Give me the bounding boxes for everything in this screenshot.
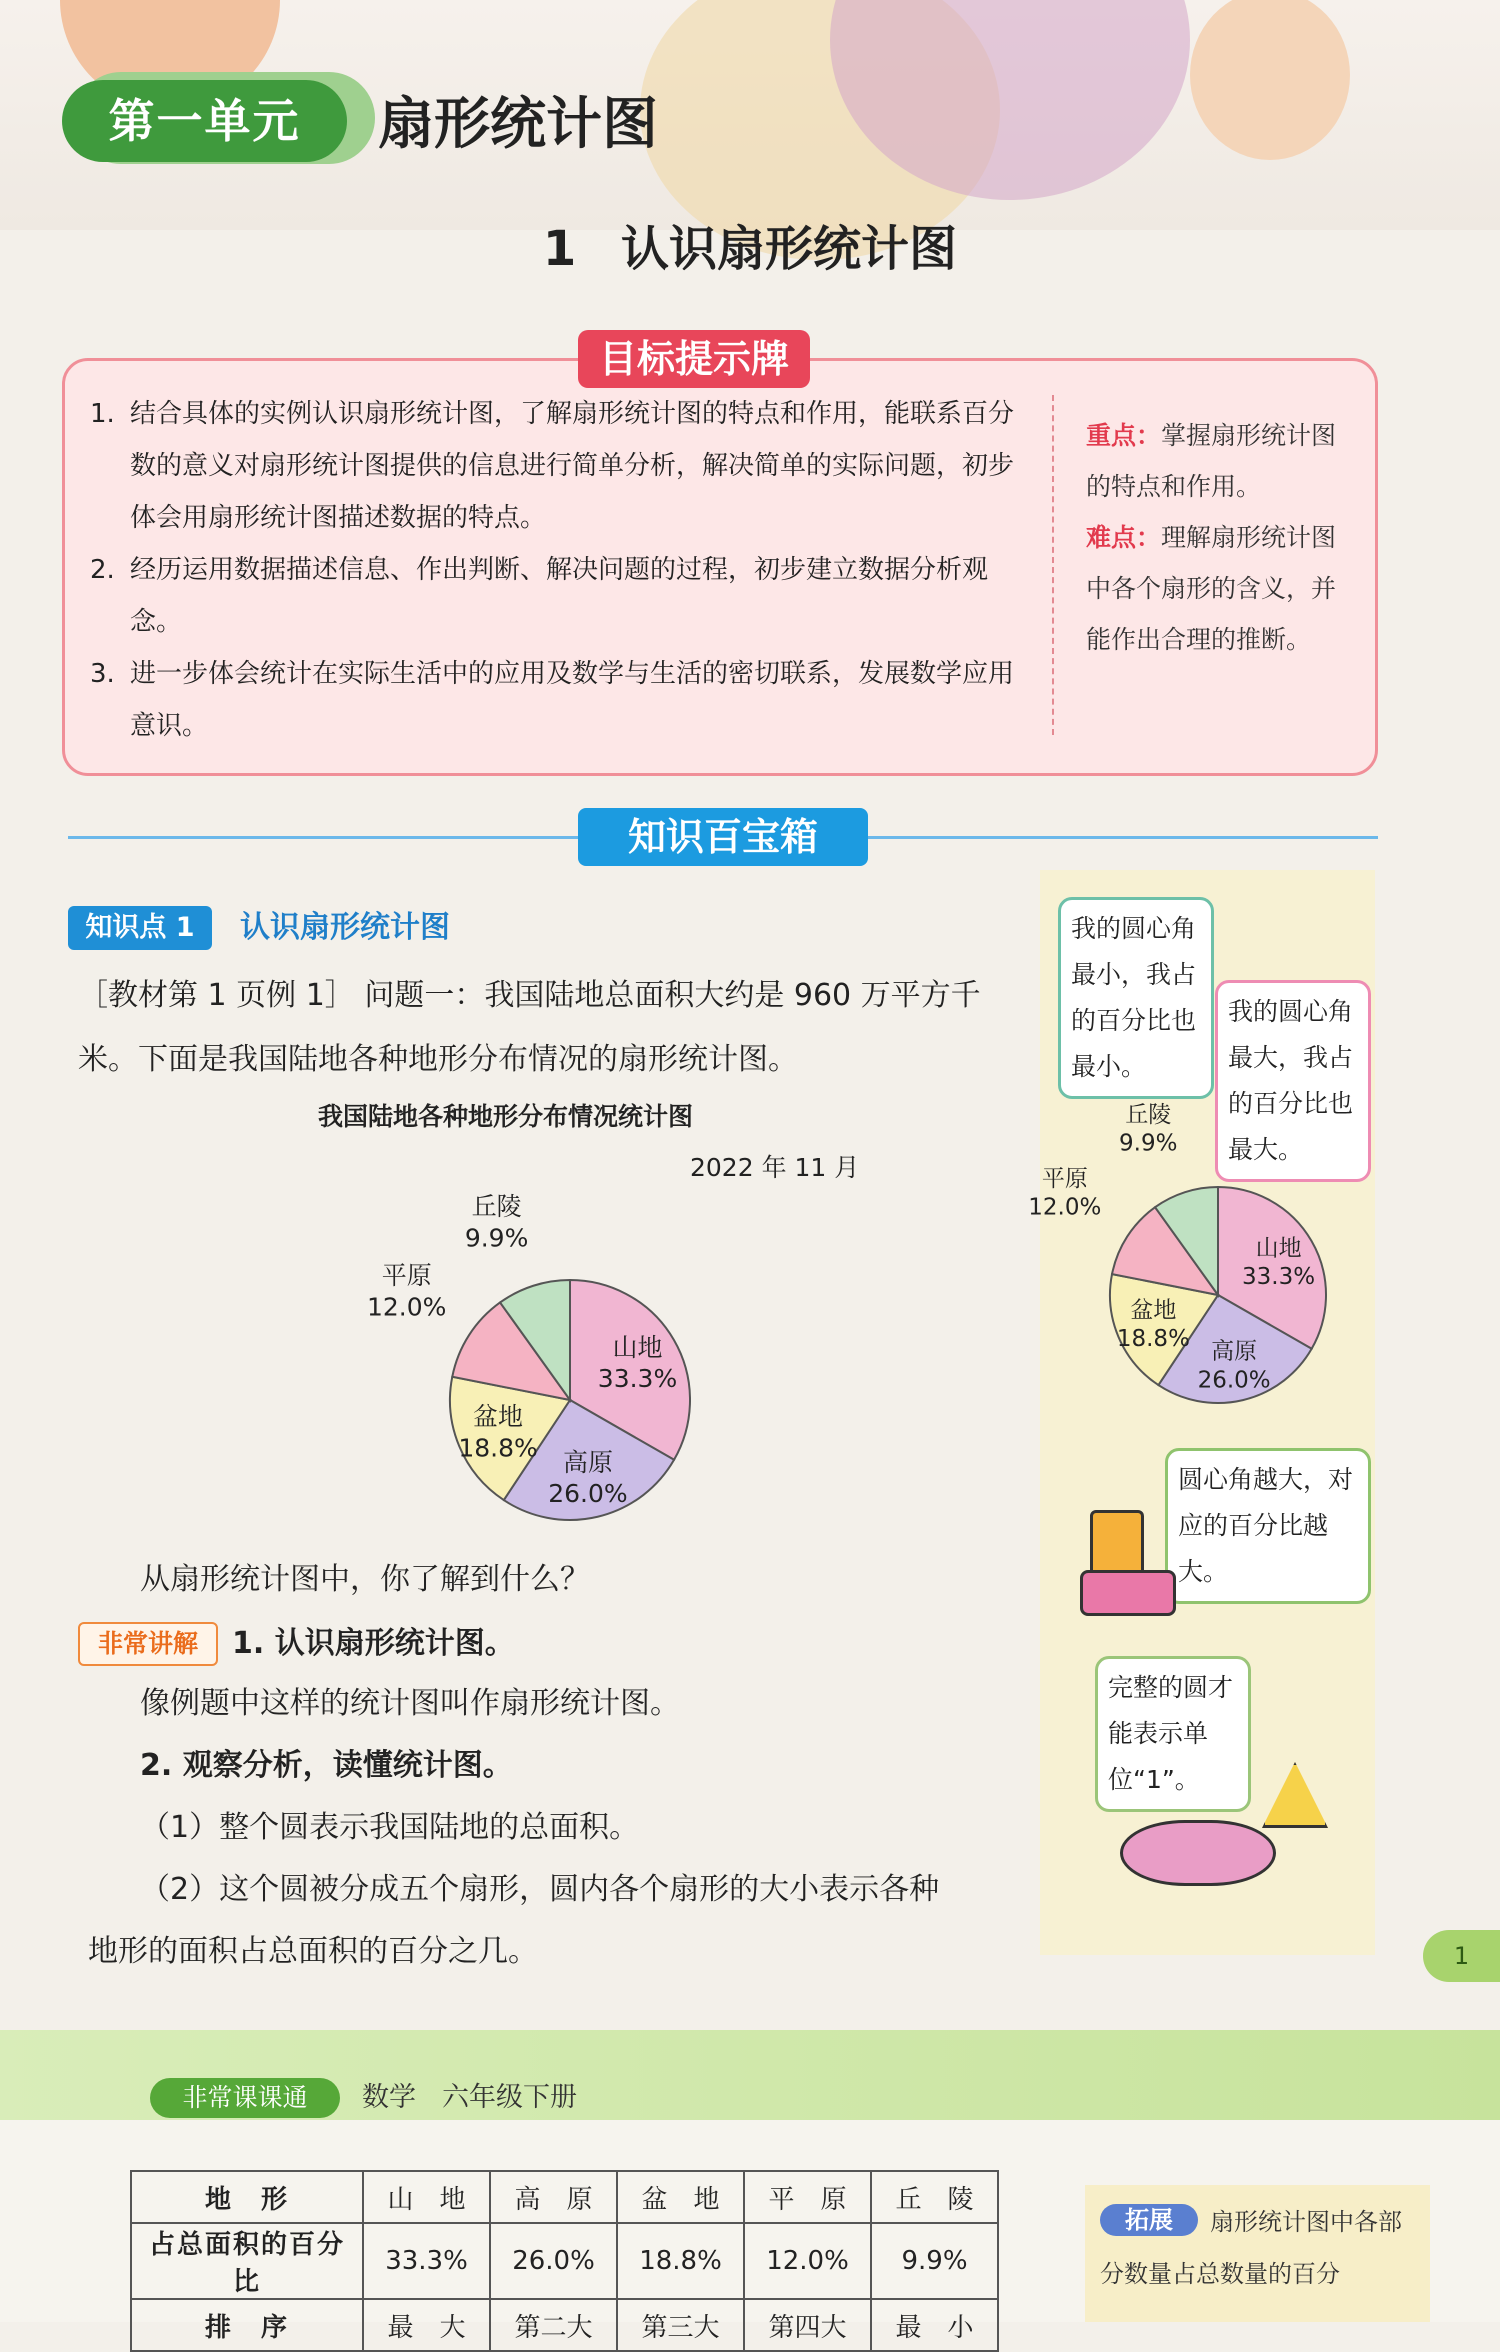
- explanation-badge: 非常讲解: [78, 1622, 218, 1666]
- table-row: [131, 2223, 998, 2299]
- main-pie-slice-value: 18.8%: [458, 1433, 538, 1463]
- side-pie-slice-label: 平原: [1041, 1165, 1088, 1192]
- extension-badge: 拓展: [1100, 2204, 1198, 2236]
- mascot-sector-icon: [1080, 1570, 1176, 1616]
- goal-tab: 目标提示牌: [578, 330, 810, 388]
- key-point-text: 掌握扇形统计图的特点和作用。: [1086, 421, 1337, 501]
- table-cell: 第三大: [617, 2299, 744, 2351]
- goal-item: [90, 544, 1035, 648]
- step-text: 像例题中这样的统计图叫作扇形统计图。: [140, 1686, 680, 1721]
- knowledge-tab: 知识百宝箱: [578, 808, 868, 866]
- knowledge-point-badge: 知识点 1: [68, 906, 212, 950]
- goal-text: 经历运用数据描述信息、作出判断、解决问题的过程，初步建立数据分析观念。: [130, 555, 989, 637]
- lesson-title: [0, 210, 1500, 279]
- lesson-number: 1: [542, 221, 577, 277]
- difficulty-label: 难点：: [1086, 523, 1162, 552]
- series-badge: 非常课课通: [150, 2078, 340, 2118]
- main-pie-slice-label: 平原: [381, 1261, 432, 1291]
- main-pie-slice-label: 盆地: [473, 1402, 524, 1432]
- table-cell: 12.0%: [744, 2223, 871, 2299]
- side-pie-slice-value: 33.3%: [1242, 1264, 1316, 1291]
- goal-number: 2.: [90, 555, 115, 585]
- side-pie-slice-value: 9.9%: [1119, 1130, 1178, 1157]
- table-row: [131, 2299, 998, 2351]
- main-pie-slice-value: 12.0%: [367, 1292, 447, 1322]
- question-text: 米。下面是我国陆地各种地形分布情况的扇形统计图。: [78, 1042, 798, 1077]
- table-cell: 丘 陵: [871, 2171, 998, 2223]
- series-subtitle: [362, 2078, 603, 2118]
- side-pie-slice-value: 18.8%: [1116, 1326, 1190, 1353]
- step-text: （1）整个圆表示我国陆地的总面积。: [140, 1810, 640, 1845]
- goal-text: 进一步体会统计在实际生活中的应用及数学与生活的密切联系，发展数学应用意识。: [130, 659, 1015, 741]
- main-pie-slice-value: 9.9%: [464, 1223, 529, 1253]
- pie-pieces-icon: [1120, 1820, 1276, 1886]
- table-cell: 9.9%: [871, 2223, 998, 2299]
- goal-divider: [1052, 395, 1054, 735]
- table-cell: 26.0%: [490, 2223, 617, 2299]
- side-pie-slice-value: 26.0%: [1197, 1367, 1271, 1394]
- table-cell: 第二大: [490, 2299, 617, 2351]
- table-row-header: 地 形: [131, 2171, 363, 2223]
- key-point-label: 重点：: [1086, 421, 1162, 450]
- main-pie-slice-label: 丘陵: [471, 1192, 522, 1222]
- side-pie-slice-label: 高原: [1211, 1338, 1258, 1365]
- side-pie-slice-label: 山地: [1255, 1235, 1302, 1262]
- step-heading: 1. 认识扇形统计图。: [232, 1626, 515, 1661]
- speech-bubble-smallest: 我的圆心角最小，我占的百分比也最小。: [1058, 897, 1214, 1099]
- table-row-header: 排 序: [131, 2299, 363, 2351]
- main-pie-slice-value: 33.3%: [597, 1364, 678, 1394]
- table-row-header: 占总面积的百分比: [131, 2223, 363, 2299]
- chart-title: 我国陆地各种地形分布情况统计图: [318, 1102, 694, 1131]
- pie-chart-main: [340, 1192, 760, 1580]
- speech-bubble-largest: 我的圆心角最大，我占的百分比也最大。: [1215, 980, 1371, 1182]
- side-pie-slice-label: 盆地: [1130, 1297, 1177, 1324]
- lesson-title-text: 认识扇形统计图: [621, 221, 958, 277]
- grade-label: 六年级下册: [442, 2082, 577, 2113]
- main-pie-slice-value: 26.0%: [548, 1479, 628, 1509]
- table-cell: 山 地: [363, 2171, 490, 2223]
- chart-date: 2022 年 11 月: [690, 1153, 860, 1182]
- step-text: （2）这个圆被分成五个扇形，圆内各个扇形的大小表示各种: [140, 1872, 940, 1907]
- main-pie-slice-label: 山地: [612, 1332, 663, 1362]
- table-cell: 最 大: [363, 2299, 490, 2351]
- goal-item: [90, 648, 1035, 752]
- question-text: ［教材第 1 页例 1］ 问题一：我国陆地总面积大约是 960 万平方千: [78, 978, 981, 1013]
- extension-text: 扇形统计图中各部分数量占总数量的百分: [1100, 2208, 1402, 2288]
- table-cell: 平 原: [744, 2171, 871, 2223]
- question-prompt: 从扇形统计图中，你了解到什么？: [140, 1562, 590, 1597]
- goal-item: [90, 388, 1035, 544]
- table-cell: 18.8%: [617, 2223, 744, 2299]
- goal-text: 结合具体的实例认识扇形统计图，了解扇形统计图的特点和作用，能联系百分数的意义对扇形统计图提供的信息进行简单分析，解决简单的实际问题，初步体会用扇形统计图描述数据的特点。: [130, 399, 1015, 533]
- goal-number: 1.: [90, 399, 115, 429]
- knowledge-point-title: 认识扇形统计图: [240, 910, 450, 945]
- table-cell: 高 原: [490, 2171, 617, 2223]
- decor-child-illustration: [1190, 0, 1350, 160]
- summary-table: [130, 2170, 999, 2352]
- page-number: 1: [1423, 1930, 1500, 1982]
- table-row: [131, 2171, 998, 2223]
- speech-bubble-whole: 完整的圆才能表示单位“1”。: [1095, 1656, 1251, 1812]
- subject-label: 数学: [362, 2082, 416, 2113]
- step-heading: 2. 观察分析，读懂统计图。: [140, 1748, 513, 1783]
- main-pie-slice-label: 高原: [562, 1447, 613, 1477]
- table-cell: 33.3%: [363, 2223, 490, 2299]
- table-cell: 第四大: [744, 2299, 871, 2351]
- side-pie-slice-label: 丘陵: [1125, 1101, 1172, 1128]
- goal-number: 3.: [90, 659, 115, 689]
- table-cell: 最 小: [871, 2299, 998, 2351]
- goal-key-points: [1086, 410, 1356, 665]
- chapter-title: 扇形统计图: [378, 92, 658, 157]
- side-pie-slice-value: 12.0%: [1028, 1194, 1102, 1221]
- speech-bubble-angle: 圆心角越大，对应的百分比越大。: [1165, 1448, 1371, 1604]
- table-cell: 盆 地: [617, 2171, 744, 2223]
- step-text: 地形的面积占总面积的百分之几。: [88, 1934, 538, 1969]
- difficulty-text: 理解扇形统计图中各个扇形的含义，并能作出合理的推断。: [1086, 523, 1337, 654]
- unit-label: 第一单元: [108, 94, 301, 148]
